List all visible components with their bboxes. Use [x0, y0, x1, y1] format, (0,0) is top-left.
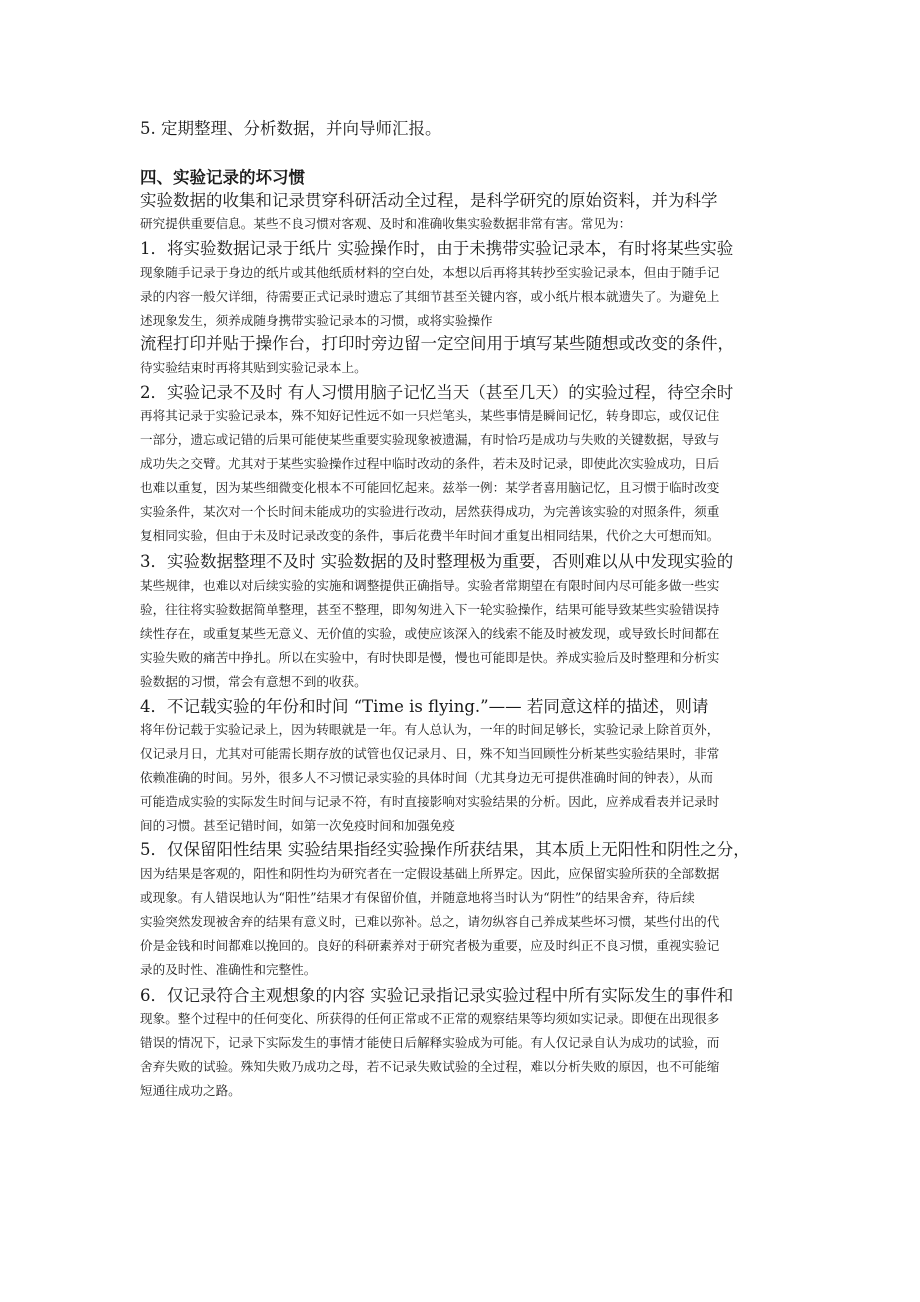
habit-2-line: 再将其记录于实验记录本，殊不知好记性远不如一只烂笔头，某些事情是瞬间记忆，转身即忘，或仅记住	[140, 408, 720, 423]
habit-1-title-line: 1．将实验数据记录于纸片 实验操作时，由于未携带实验记录本，有时将某些实验	[140, 239, 734, 258]
habit-2-line: 一部分，遗忘或记错的后果可能使某些重要实验现象被遗漏，有时恰巧是成功与失败的关键数据，导致与	[140, 432, 720, 447]
habit-3-title-line: 3．实验数据整理不及时 实验数据的及时整理极为重要，否则难以从中发现实验的	[140, 552, 734, 571]
section-heading: 四、实验记录的坏习惯	[140, 168, 305, 187]
habit-5-line: 因为结果是客观的，阳性和阴性均为研究者在一定假设基础上所界定。因此，应保留实验所获的全部数据	[140, 866, 720, 881]
habit-1-line: 述现象发生，须养成随身携带实验记录本的习惯，或将实验操作	[140, 313, 493, 328]
habit-1-line: 现象随手记录于身边的纸片或其他纸质材料的空白处，本想以后再将其转抄至实验记录本，但由于随手记	[140, 265, 720, 280]
habit-4-title-line: 4．不记载实验的年份和时间 “Time is flying.”—— 若同意这样的描述，则请	[140, 697, 709, 716]
habit-1-line: 待实验结束时再将其贴到实验记录本上。	[140, 360, 367, 375]
habit-5-line: 实验突然发现被舍弃的结果有意义时，已难以弥补。总之，请勿纵容自己养成某些坏习惯，某些付出的代	[140, 914, 720, 929]
habit-3-line: 某些规律，也难以对后续实验的实施和调整提供正确指导。实验者常期望在有限时间内尽可能多做一些实	[140, 578, 720, 593]
habit-6-line: 错误的情况下，记录下实际发生的事情才能使日后解释实验成为可能。有人仅记录自认为成功的试验，而	[140, 1035, 720, 1050]
habit-5-line: 录的及时性、准确性和完整性。	[140, 962, 317, 977]
habit-2-line: 成功失之交臂。尤其对于某些实验操作过程中临时改动的条件，若未及时记录，即使此次实验成功，日后	[140, 456, 720, 471]
habit-2-line: 也难以重复，因为某些细微变化根本不可能回忆起来。兹举一例：某学者喜用脑记忆，且习惯于临时改变	[140, 480, 720, 495]
habit-1-line: 录的内容一般欠详细，待需要正式记录时遗忘了其细节甚至关键内容，或小纸片根本就遗失了。为避免上	[140, 289, 720, 304]
habit-6-line: 舍弃失败的试验。殊知失败乃成功之母，若不记录失败试验的全过程，难以分析失败的原因，也不可能缩	[140, 1059, 720, 1074]
habit-4-line: 依赖准确的时间。另外，很多人不习惯记录实验的具体时间（尤其身边无可提供准确时间的钟表），从而	[140, 770, 714, 785]
habit-5-line: 价是金钱和时间都难以挽回的。良好的科研素养对于研究者极为重要，应及时纠正不良习惯，重视实验记	[140, 938, 720, 953]
habit-4-line: 间的习惯。甚至记错时间，如第一次免疫时间和加强免疫	[140, 818, 455, 833]
habit-3-line: 续性存在，或重复某些无意义、无价值的实验，或使应该深入的线索不能及时被发现，或导致长时间都在	[140, 626, 720, 641]
habit-3-line: 验数据的习惯，常会有意想不到的收获。	[140, 674, 367, 689]
habit-5-line: 或现象。有人错误地认为“阳性”结果才有保留价值，并随意地将当时认为“阴性”的结果舍弃，待后续	[140, 890, 695, 905]
intro-line-2: 研究提供重要信息。某些不良习惯对客观、及时和准确收集实验数据非常有害。常见为：	[140, 216, 632, 231]
habit-3-line: 实验失败的痛苦中挣扎。所以在实验中，有时快即是慢，慢也可能即是快。养成实验后及时整理和分析实	[140, 650, 720, 665]
habit-2-title-line: 2．实验记录不及时 有人习惯用脑子记忆当天（甚至几天）的实验过程，待空余时	[140, 383, 734, 402]
habit-2-line: 实验条件，某次对一个长时间未能成功的实验进行改动，居然获得成功，为完善该实验的对照条件，须重	[140, 504, 720, 519]
habit-1-line: 流程打印并贴于操作台，打印时旁边留一定空间用于填写某些随想或改变的条件，	[140, 334, 734, 353]
intro-line-1: 实验数据的收集和记录贯穿科研活动全过程，是科学研究的原始资料，并为科学	[140, 191, 718, 210]
habit-4-line: 将年份记载于实验记录上，因为转眼就是一年。有人总认为，一年的时间足够长，实验记录上除首页外，	[140, 722, 720, 737]
habit-6-line: 现象。整个过程中的任何变化、所获得的任何正常或不正常的观察结果等均须如实记录。即便在出现很多	[140, 1011, 720, 1026]
habit-3-line: 验，往往将实验数据简单整理，甚至不整理，即匆匆进入下一轮实验操作，结果可能导致某些实验错误持	[140, 602, 720, 617]
habit-2-line: 复相同实验，但由于未及时记录改变的条件，事后花费半年时间才重复出相同结果，代价之大可想而知。	[140, 528, 720, 543]
habit-4-line: 可能造成实验的实际发生时间与记录不符，有时直接影响对实验结果的分析。因此，应养成看表并记录时	[140, 794, 720, 809]
habit-5-title-line: 5．仅保留阳性结果 实验结果指经实验操作所获结果，其本质上无阳性和阴性之分，	[140, 840, 750, 859]
habit-4-line: 仅记录月日，尤其对可能需长期存放的试管也仅记录月、日，殊不知当回顾性分析某些实验结果时，非常	[140, 746, 720, 761]
habit-6-title-line: 6．仅记录符合主观想象的内容 实验记录指记录实验过程中所有实际发生的事件和	[140, 986, 734, 1005]
habit-6-line: 短通往成功之路。	[140, 1083, 241, 1098]
item-5-regular-analysis: 5. 定期整理、分析数据，并向导师汇报。	[140, 119, 442, 138]
